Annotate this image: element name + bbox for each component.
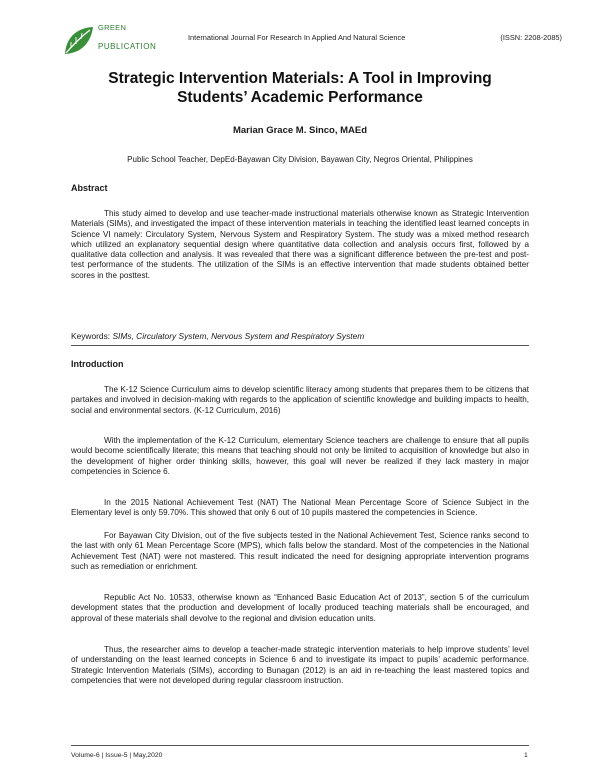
keywords: [71, 331, 364, 341]
intro-paragraph-5: Republic Act No. 10533, otherwise known as “Enhanced Basic Education Act of 2013”, section 5 of the curriculum development states that the production and development of locally produced teaching materials shall be encouraged, and approval of these materials shall devolve to the regional and division education units.: [71, 593, 529, 623]
title-line-2: Students’ Academic Performance: [177, 89, 423, 106]
footer-volume-info: Volume-6 | Issue-5 | May,2020: [71, 752, 163, 759]
intro-paragraph-3: In the 2015 National Achievement Test (NAT) The National Mean Percentage Score of Science Subject in the Elementary level is only 59.70%. This showed that only 6 out of 10 pupils mastered the competencies in Science.: [71, 498, 529, 518]
author-affiliation: Public School Teacher, DepEd-Bayawan City Division, Bayawan City, Negros Oriental, Philippines: [127, 155, 473, 164]
keywords-list: SIMs, Circulatory System, Nervous System and Respiratory System: [112, 331, 365, 341]
logo-text-publication: PUBLICATION: [98, 42, 157, 51]
introduction-heading: Introduction: [71, 359, 124, 369]
page-number: 1: [524, 752, 528, 759]
intro-paragraph-6: Thus, the researcher aims to develop a teacher-made strategic intervention materials to help improve students’ level of understanding on the least learned concepts in Science 6 and to investigate its impact to pupils’ academic performance. Strategic Intervention Materials (SIMs), according to Bunagan (2012) is an aid in re-teaching the least mastered topics and competencies that were not developed during regular classroom instruction.: [71, 645, 529, 685]
footer-divider: [71, 745, 529, 746]
page-header: [62, 22, 562, 62]
intro-paragraph-4: For Bayawan City Division, out of the five subjects tested in the National Achievement Test, Science ranks second to the last with only 61 Mean Percentage Score (MPS), which falls below the standard. Most of the competencies in the National Achievement Test (NAT) were not mastered. This result indicated the need for designing appropriate intervention programs such as remediation or enrichment.: [71, 531, 529, 571]
intro-paragraph-1: The K-12 Science Curriculum aims to develop scientific literacy among students that prepares them to be citizens that partakes and involved in decision-making with regards to the application of scientific knowledge and building impacts to health, social and environmental sectors. (K-12 Curriculum, 2016): [71, 385, 529, 415]
leaf-logo-icon: [62, 24, 96, 58]
keywords-label: Keywords:: [71, 331, 111, 341]
author-name: Marian Grace M. Sinco, MAEd: [232, 125, 368, 136]
logo-text-green: GREEN: [98, 23, 127, 32]
issn: (ISSN: 2208-2085): [500, 33, 562, 42]
title-line-1: Strategic Intervention Materials: A Tool in Improving: [108, 70, 492, 87]
abstract-heading: Abstract: [71, 183, 108, 193]
publisher-logo: [62, 22, 158, 58]
journal-name: International Journal For Research In Applied And Natural Science: [188, 33, 406, 42]
section-divider: [71, 345, 529, 346]
abstract-text: This study aimed to develop and use teacher-made instructional materials otherwise known as Strategic Intervention Materials (SIMs), and investigated the impact of these intervention materials in teaching the identified least learned concepts in Science VI namely: Circulatory System, Nervous System and Respiratory System. The study was a mixed method research which utilized an explanatory sequential design where quantitative data collection and analysis occurs first, followed by a qualitative data collection and analysis. It was revealed that there was a significant difference between the pre-test and post-test performance of the students. The utilization of the SIMs is an effective intervention that made students obtained better scores in the posttest.: [71, 209, 529, 280]
intro-paragraph-2: With the implementation of the K-12 Curriculum, elementary Science teachers are challenge to ensure that all pupils would become scientifically literate; this means that teaching should not only be limited to acquisition of knowledge but also in the development of higher order thinking skills, however, this goal will never be realized if they lack mastery in major competencies in Science 6.: [71, 436, 529, 476]
paper-title: [60, 69, 540, 107]
